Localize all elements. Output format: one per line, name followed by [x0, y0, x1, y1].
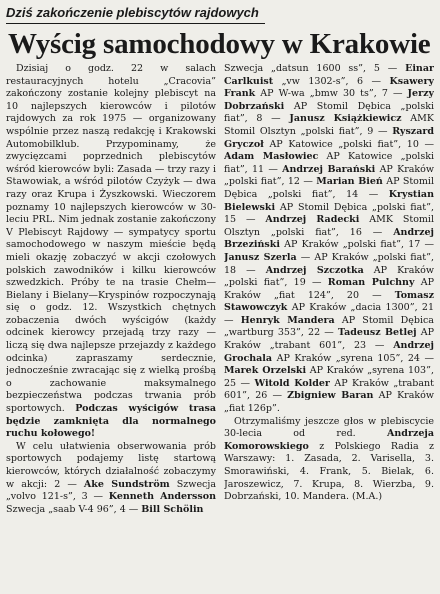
driver-entry: AP Kraków „fiat 124”, 20 — — [224, 277, 434, 301]
driver-name: Andrzej Barański — [282, 163, 376, 175]
voter-name: Andrzeja Komorowskiego — [224, 428, 434, 452]
paragraph-intro — [6, 63, 216, 441]
driver-name: Andrzej Grochala — [224, 340, 434, 364]
driver-name: Marek Orzelski — [224, 365, 307, 377]
driver-entry: AP Stomil Dębica „polski fiat”, 8 — — [224, 100, 434, 125]
driver-name: Henryk Mandera — [240, 314, 335, 326]
driver-name: Marian Bień — [316, 176, 383, 188]
vote-list: z Polskiego Radia z Warszawy: 1. Zasada, 2. Varisella, 3. Smorawiński, 4. Frank, 5. Bielak, 6. Jaroszewicz, 7. Krupa, 8. Wierzba, 9. Dobrzański, 10. Mandera. (M.A.) — [224, 440, 434, 503]
driver-entry: AP Kraków „fiat 126p”. — [224, 390, 434, 415]
paragraph-readers-vote — [224, 416, 434, 504]
driver-name: Andrzej Szczotka — [265, 264, 364, 276]
driver-entry: AP Kraków „polski fiat”, 17 — — [279, 239, 434, 251]
driver-entry: AP Kraków „polski fiat”, 12 — — [224, 163, 434, 188]
vote-intro: Otrzymaliśmy jeszcze głos w plebiscycie 30-lecia od red. — [224, 415, 434, 440]
driver-name: Tomasz Stawowczyk — [224, 289, 434, 314]
kicker: Dziś zakończenie plebiscytów rajdowych — [6, 4, 265, 24]
driver-name: Andrzej Brzeziński — [224, 226, 434, 251]
left-column — [6, 63, 216, 516]
driver-name: Witold Kolder — [254, 377, 330, 389]
driver-name: Janusz Szerla — [224, 251, 297, 263]
intro-warning: Podczas wyścigów trasa będzie zamknięta dla normalnego ruchu kołowego! — [6, 403, 216, 440]
driver-entry: AP Stomil Dębica „polski fiat”, 15 — — [224, 201, 434, 226]
driver-entry: AMK Stomil Olsztyn „polski fiat”, 9 — — [224, 113, 434, 137]
driver-entry: Szwecja „datsun 1600 ss”, 5 — — [224, 63, 406, 74]
driver-entry: AP Kraków „syrena 103”, 25 — — [224, 365, 434, 389]
driver-entry: — AP Kraków „polski fiat”, 18 — — [224, 251, 434, 276]
driver-name: Jerzy Dobrzański — [224, 88, 434, 112]
start-list-intro: W celu ułatwienia obserwowania prób sportowych podajemy listę startową kierowców, których działalność zobaczymy w akcji: 2 — — [6, 440, 216, 490]
driver-name: Ake Sundström — [83, 478, 170, 490]
driver-name: Tadeusz Betlej — [337, 327, 417, 339]
driver-entry: Szwecja „volvo 121-s”, 3 — — [6, 478, 216, 503]
driver-entry: AP Stomil Dębica „wartburg 353”, 22 — — [224, 314, 434, 339]
driver-name: Adam Masłowiec — [224, 151, 319, 163]
driver-entry: Szwecja „saab V-4 96”, 4 — — [6, 503, 142, 515]
driver-entry: AP Katowice „polski fiat”, 10 — — [263, 138, 434, 150]
driver-name: Roman Pulchny — [327, 277, 415, 289]
headline: Wyścig samochodowy w Krakowie — [8, 28, 431, 60]
driver-entry: AP Kraków „trabant 601”, 26 — — [224, 377, 434, 402]
driver-name: Einar Carlkuist — [224, 63, 434, 87]
driver-entry: „vw 1302-s”, 6 — — [273, 75, 390, 87]
driver-entry: AP Kraków „dacia 1300”, 21 — — [224, 302, 434, 326]
driver-name: Bill Schölin — [141, 503, 204, 515]
driver-entry: AP W-wa „bmw 30 ts”, 7 — — [255, 88, 408, 100]
article-body — [6, 63, 434, 516]
driver-entry: AP Stomil Dębica „polski fiat”, 14 — — [224, 176, 434, 200]
driver-name: Zbigniew Baran — [287, 390, 374, 402]
driver-entry: AP Katowice „polski fiat”, 11 — — [224, 151, 434, 175]
start-list-continued — [224, 63, 434, 416]
driver-name: Ksawery Frank — [224, 75, 434, 100]
driver-name: Krystian Bielewski — [224, 188, 434, 213]
right-column — [224, 63, 434, 516]
intro-text: Dzisiaj o godz. 22 w salach restauracyjnych hotelu „Cracovia” zakończony zostanie kolejny plebiscyt na 10 najlepszych kierowców i pilotów rajdowych za rok 1975 — organizowany wspólnie przez naszą redakcję i Krakowski Automobilklub. Przypominamy, że zwycięzcami poprzednich plebiscytów wśród kierowców byli: Zasada — trzy razy i Stawowiak, a wśród pilotów Czyżyk — dwa razy oraz Krupa i Żyszkowski. Wieczorem poznamy 10 najlepszych kierowców w 30-leciu PRL. Nim jednak zostanie zakończony V Plebiscyt Rajdowy — sympatycy sportu samochodowego w naszym mieście będą mieli okazję zobaczyć w akcji czołowych polskich zawodników i kilku kierowców szwedzkich. Próby te na trasie Chełm—Bielany i Bielany—Kryspinów rozpoczynają się o godz. 12. Wszystkich chętnych zobaczenia dwóch wyścigów (każdy odcinek kierowcy przejadą trzy razy — liczą się dwa najlepsze przejazdy z każdego odcinka) zapraszamy serdecznie, jednocześnie zwracając się z wielką prośbą o zachowanie maksymalnego bezpieczeństwa podczas trwania prób sportowych. — [6, 63, 216, 415]
driver-entry: AMK Stomil Olsztyn „polski fiat”, 16 — — [224, 214, 434, 238]
driver-name: Kenneth Andersson — [108, 491, 216, 503]
paragraph-start-list — [6, 441, 216, 517]
driver-entry: AP Kraków „trabant 601”, 23 — — [224, 327, 434, 352]
driver-name: Andrzej Radecki — [265, 214, 360, 226]
driver-entry: AP Kraków „syrena 105”, 24 — — [272, 352, 434, 364]
driver-name: Janusz Książkiewicz — [289, 113, 402, 125]
driver-name: Ryszard Gryczoł — [224, 125, 434, 150]
driver-entry: AP Kraków „polski fiat”, 19 — — [224, 264, 434, 289]
